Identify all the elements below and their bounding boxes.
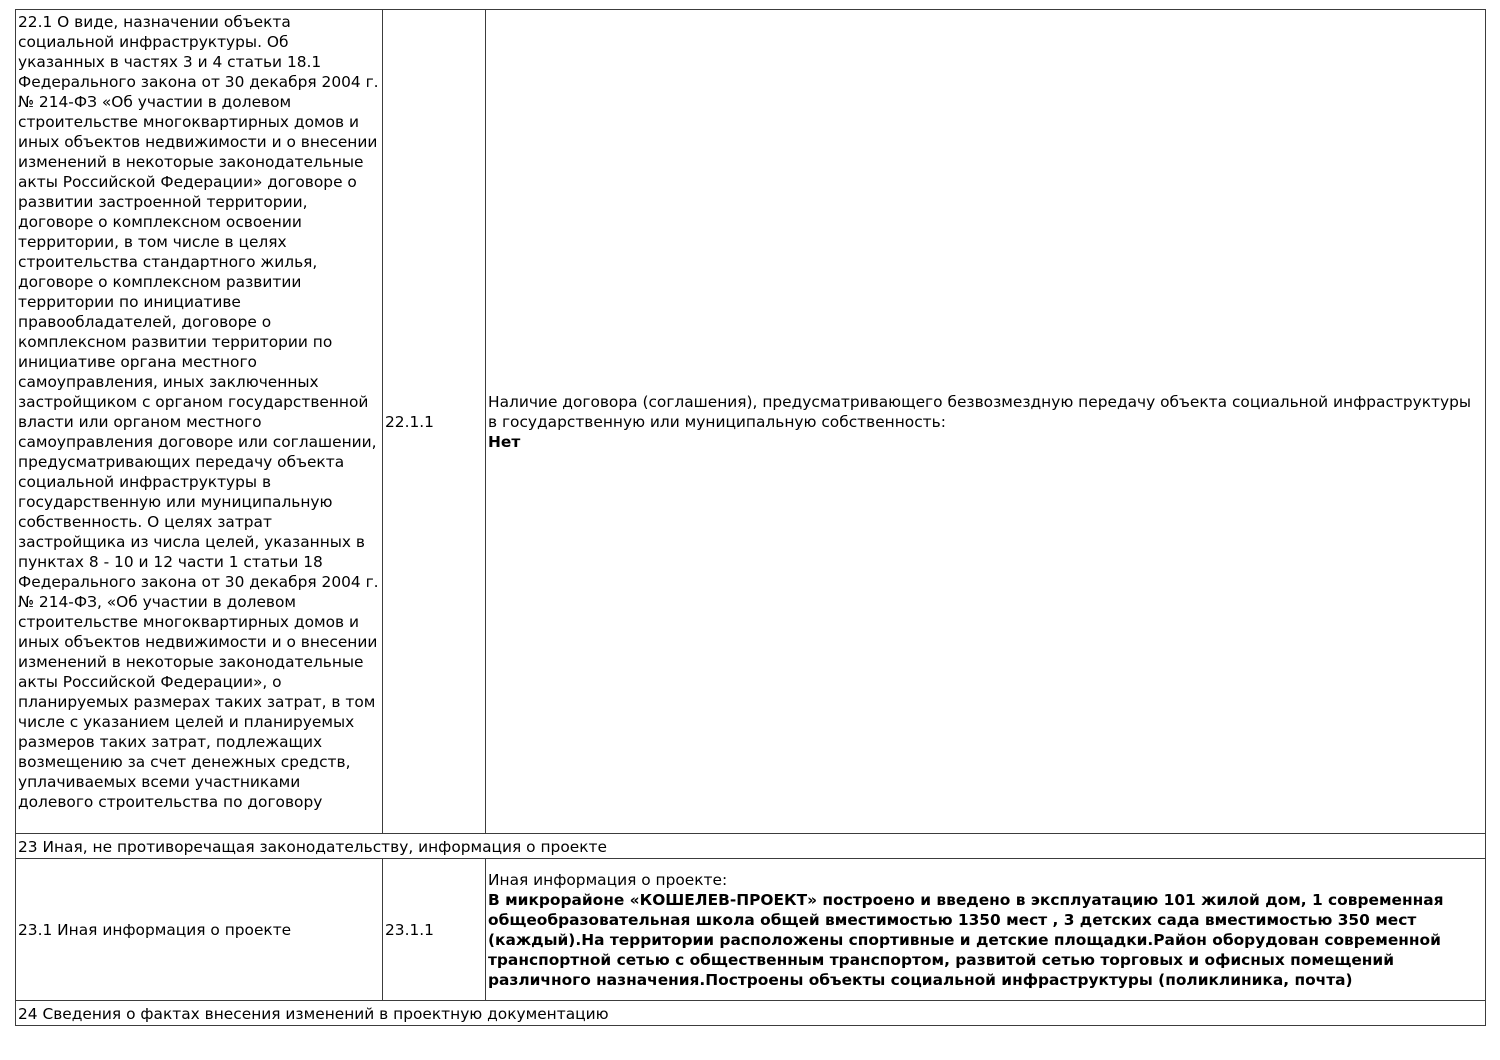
row-code-23-1-1: 23.1.1 — [383, 859, 486, 1001]
section-title-24: 24 Сведения о фактах внесения изменений в проектную документацию — [16, 1001, 1486, 1026]
value-description: Иная информация о проекте: — [488, 871, 728, 889]
value-description: Наличие договора (соглашения), предусматривающего безвозмездную передачу объекта социальной инфраструктуры в государственную или муниципальную собственность: — [488, 393, 1472, 431]
disclosure-table — [15, 9, 1486, 1026]
section-row-23 — [16, 834, 1486, 859]
row-label-23-1: 23.1 Иная информация о проекте — [16, 859, 383, 1001]
table-row-23-1 — [16, 859, 1486, 1001]
table-row-22-1 — [16, 10, 1486, 834]
row-value-22-1-1 — [486, 10, 1486, 834]
section-title-23: 23 Иная, не противоречащая законодательству, информация о проекте — [16, 834, 1486, 859]
row-label-22-1: 22.1 О виде, назначении объекта социальной инфраструктуры. Об указанных в частях 3 и 4 статьи 18.1 Федерального закона от 30 декабря 2004 г. № 214-ФЗ «Об участии в долевом строительстве многоквартирных домов и иных объектов недвижимости и о внесении изменений в некоторые законодательные акты Российской Федерации» договоре о развитии застроенной территории, договоре о комплексном освоении территории, в том числе в целях строительства стандартного жилья, договоре о комплексном развитии территории по инициативе правообладателей, договоре о комплексном развитии территории по инициативе органа местного самоуправления, иных заключенных застройщиком с органом государственной власти или органом местного самоуправления договоре или соглашении, предусматривающих передачу объекта социальной инфраструктуры в государственную или муниципальную собственность. О целях затрат застройщика из числа целей, указанных в пунктах 8 - 10 и 12 части 1 статьи 18 Федерального закона от 30 декабря 2004 г. № 214-ФЗ, «Об участии в долевом строительстве многоквартирных домов и иных объектов недвижимости и о внесении изменений в некоторые законодательные акты Российской Федерации», о планируемых размерах таких затрат, в том числе с указанием целей и планируемых размеров таких затрат, подлежащих возмещению за счет денежных средств, уплачиваемых всеми участниками долевого строительства по договору — [16, 10, 383, 834]
value-answer: Нет — [488, 433, 521, 451]
row-value-23-1-1 — [486, 859, 1486, 1001]
section-row-24 — [16, 1001, 1486, 1026]
row-code-22-1-1: 22.1.1 — [383, 10, 486, 834]
value-answer: В микрорайоне «КОШЕЛЕВ-ПРОЕКТ» построено и введено в эксплуатацию 101 жилой дом, 1 современная общеобразовательная школа общей вместимостью 1350 мест , 3 детских сада вместимостью 350 мест (каждый).На территории расположены спортивные и детские площадки.Район оборудован современной транспортной сетью с общественным транспортом, развитой сетью торговых и офисных помещений различного назначения.Построены объекты социальной инфраструктуры (поликлиника, почта) — [488, 891, 1444, 989]
